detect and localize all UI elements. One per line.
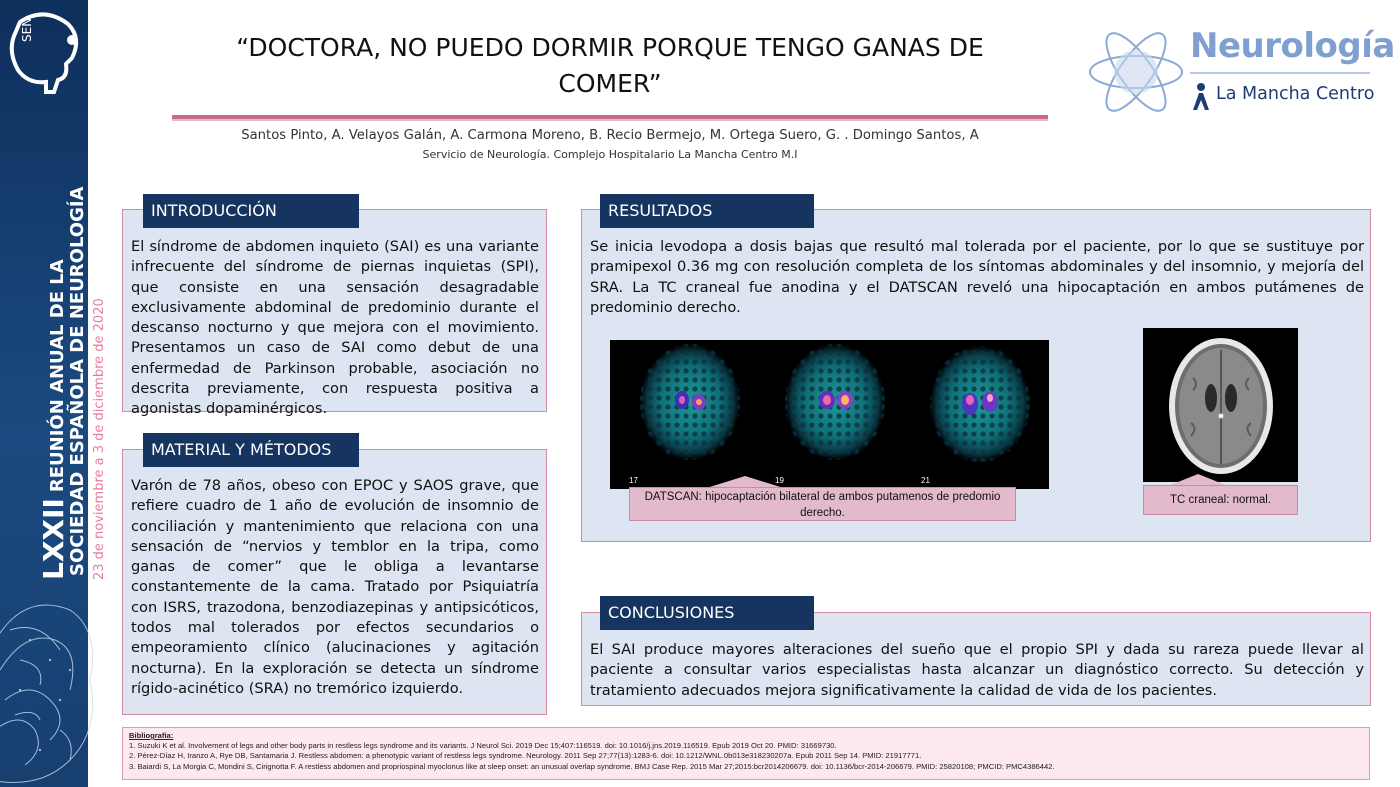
ct-brain-icon — [1143, 328, 1298, 482]
introduccion-heading: INTRODUCCIÓN — [143, 194, 359, 228]
logo-subtitle: La Mancha Centro — [1216, 84, 1375, 104]
title-line-2: COMER” — [558, 69, 662, 98]
sen-logo-text: SEN — [20, 17, 34, 42]
bibliografia-item: 2. Pérez-Díaz H, Iranzo A, Rye DB, Santamaria J. Restless abdomen: a phenotypic variant of restless legs syndrome. Neurology. 2011 Sep 27;77(13):1283-6. doi: 10.1212/WNL.0b013e318230207a. Epub 2011 Sep 14. PMID: 21917771. — [129, 751, 922, 761]
bibliografia-item: 1. Suzuki K et al. Involvement of legs and other body parts in restless legs syndrome and its variants. J Neurol Sci. 2019 Dec 15;407:116519. doi: 10.1016/j.jns.2019.116519. Epub 2019 Oct 20. PMID: 31669730. — [129, 741, 837, 751]
material-heading: MATERIAL Y MÉTODOS — [143, 433, 359, 467]
authors: Santos Pinto, A. Velayos Galán, A. Carmona Moreno, B. Recio Bermejo, M. Ortega Suero, G. . Domingo Santos, A — [241, 128, 979, 143]
conference-line1: REUNIÓN ANUAL DE LA — [47, 259, 68, 493]
sen-logo-icon — [6, 8, 82, 104]
datscan-slice-19: 19 — [775, 476, 784, 485]
title-line-1: “DOCTORA, NO PUEDO DORMIR PORQUE TENGO GANAS DE — [236, 33, 984, 62]
logo-divider — [1190, 72, 1370, 74]
introduccion-text: El síndrome de abdomen inquieto (SAI) es una variante infrecuente del síndrome de piernas inquietas (SPI), que consiste en una sensación desagradable exclusivamente abdominal de predominio durante el descanso nocturno y que mejora con el movimiento. Presentamos un caso de SAI como debut de una enfermedad de Parkinson probable, asociación no descrita previamente, con respuesta positiva a agonistas dopaminérgicos. — [131, 238, 539, 418]
datscan-caption: DATSCAN: hipocaptación bilateral de ambos putamenos de predomio derecho. — [629, 487, 1016, 521]
service-affiliation: Servicio de Neurología. Complejo Hospitalario La Mancha Centro M.I — [422, 148, 798, 161]
resultados-heading: RESULTADOS — [600, 194, 814, 228]
neurologia-logo — [1088, 24, 1395, 116]
conference-sidebar — [0, 0, 107, 787]
datscan-image — [610, 340, 1049, 489]
poster-title — [170, 30, 1050, 102]
atom-icon — [1088, 30, 1188, 114]
conference-title — [37, 186, 108, 581]
brain-illustration-icon — [0, 590, 88, 787]
person-icon — [1190, 82, 1212, 110]
datscan-slice-17: 17 — [629, 476, 638, 485]
bibliografia — [122, 727, 1370, 780]
bibliografia-heading: Bibliografía: — [129, 731, 174, 740]
conference-line2: SOCIEDAD ESPAÑOLA DE NEUROLOGÍA — [67, 186, 88, 576]
bibliografia-item: 3. Baiardi S, La Morgia C, Mondini S, Cirignotta F. A restless abdomen and propriospinal myoclonus like at sleep onset: an unusual overlap syndrome. BMJ Case Rep. 2015 Mar 27;2015:bcr2014206679. doi: 10.1136/bcr-2014-206679. PMID: 25820108; PMCID: PMC4386442. — [129, 761, 1055, 771]
title-divider-shadow — [172, 119, 1048, 121]
logo-name: Neurología — [1190, 26, 1395, 66]
conclusiones-heading: CONCLUSIONES — [600, 596, 814, 630]
tc-caption: TC craneal: normal. — [1143, 485, 1298, 515]
tc-image — [1143, 328, 1298, 482]
conference-dates: 23 de noviembre a 3 de diciembre de 2020 — [92, 298, 107, 580]
edition-number: LXXII — [37, 498, 70, 580]
resultados-text: Se inicia levodopa a dosis bajas que resultó mal tolerada por el paciente, por lo que se sustituye por pramipexol 0.36 mg con resolución completa de los síntomas abdominales y del insomnio, y mejoría del SRA. La TC craneal fue anodina y el DATSCAN reveló una hipocaptación en ambos putámenes de predominio derecho. — [590, 238, 1364, 316]
datscan-slice-21: 21 — [921, 476, 930, 485]
material-text: Varón de 78 años, obeso con EPOC y SAOS grave, que refiere cuadro de 1 año de evolución de insomnio de conciliación y mantenimiento que relaciona con una sensación de “nervios y temblor en la tripa, como ganas de comer” que le obliga a levantarse constantemente de la cama. Tratado por Psiquiatría con ISRS, trazodona, benzodiazepinas y antipsicóticos, todos mal tolerados por efectos secundarios o empeoramiento clínico (alucinaciones y agitación nocturna). En la exploración se detecta un síndrome rígido-acinético (SRA) no tremórico izquierdo. — [131, 477, 539, 697]
datscan-scan-icon — [610, 340, 1049, 489]
conclusiones-text: El SAI produce mayores alteraciones del sueño que el propio SPI y dada su rareza puede llevar al paciente a consultar varios especialistas hasta alcanzar un diagnóstico correcto. Su detección y tratamiento adecuados mejora significativamente la calidad de vida de los pacientes. — [590, 641, 1364, 699]
